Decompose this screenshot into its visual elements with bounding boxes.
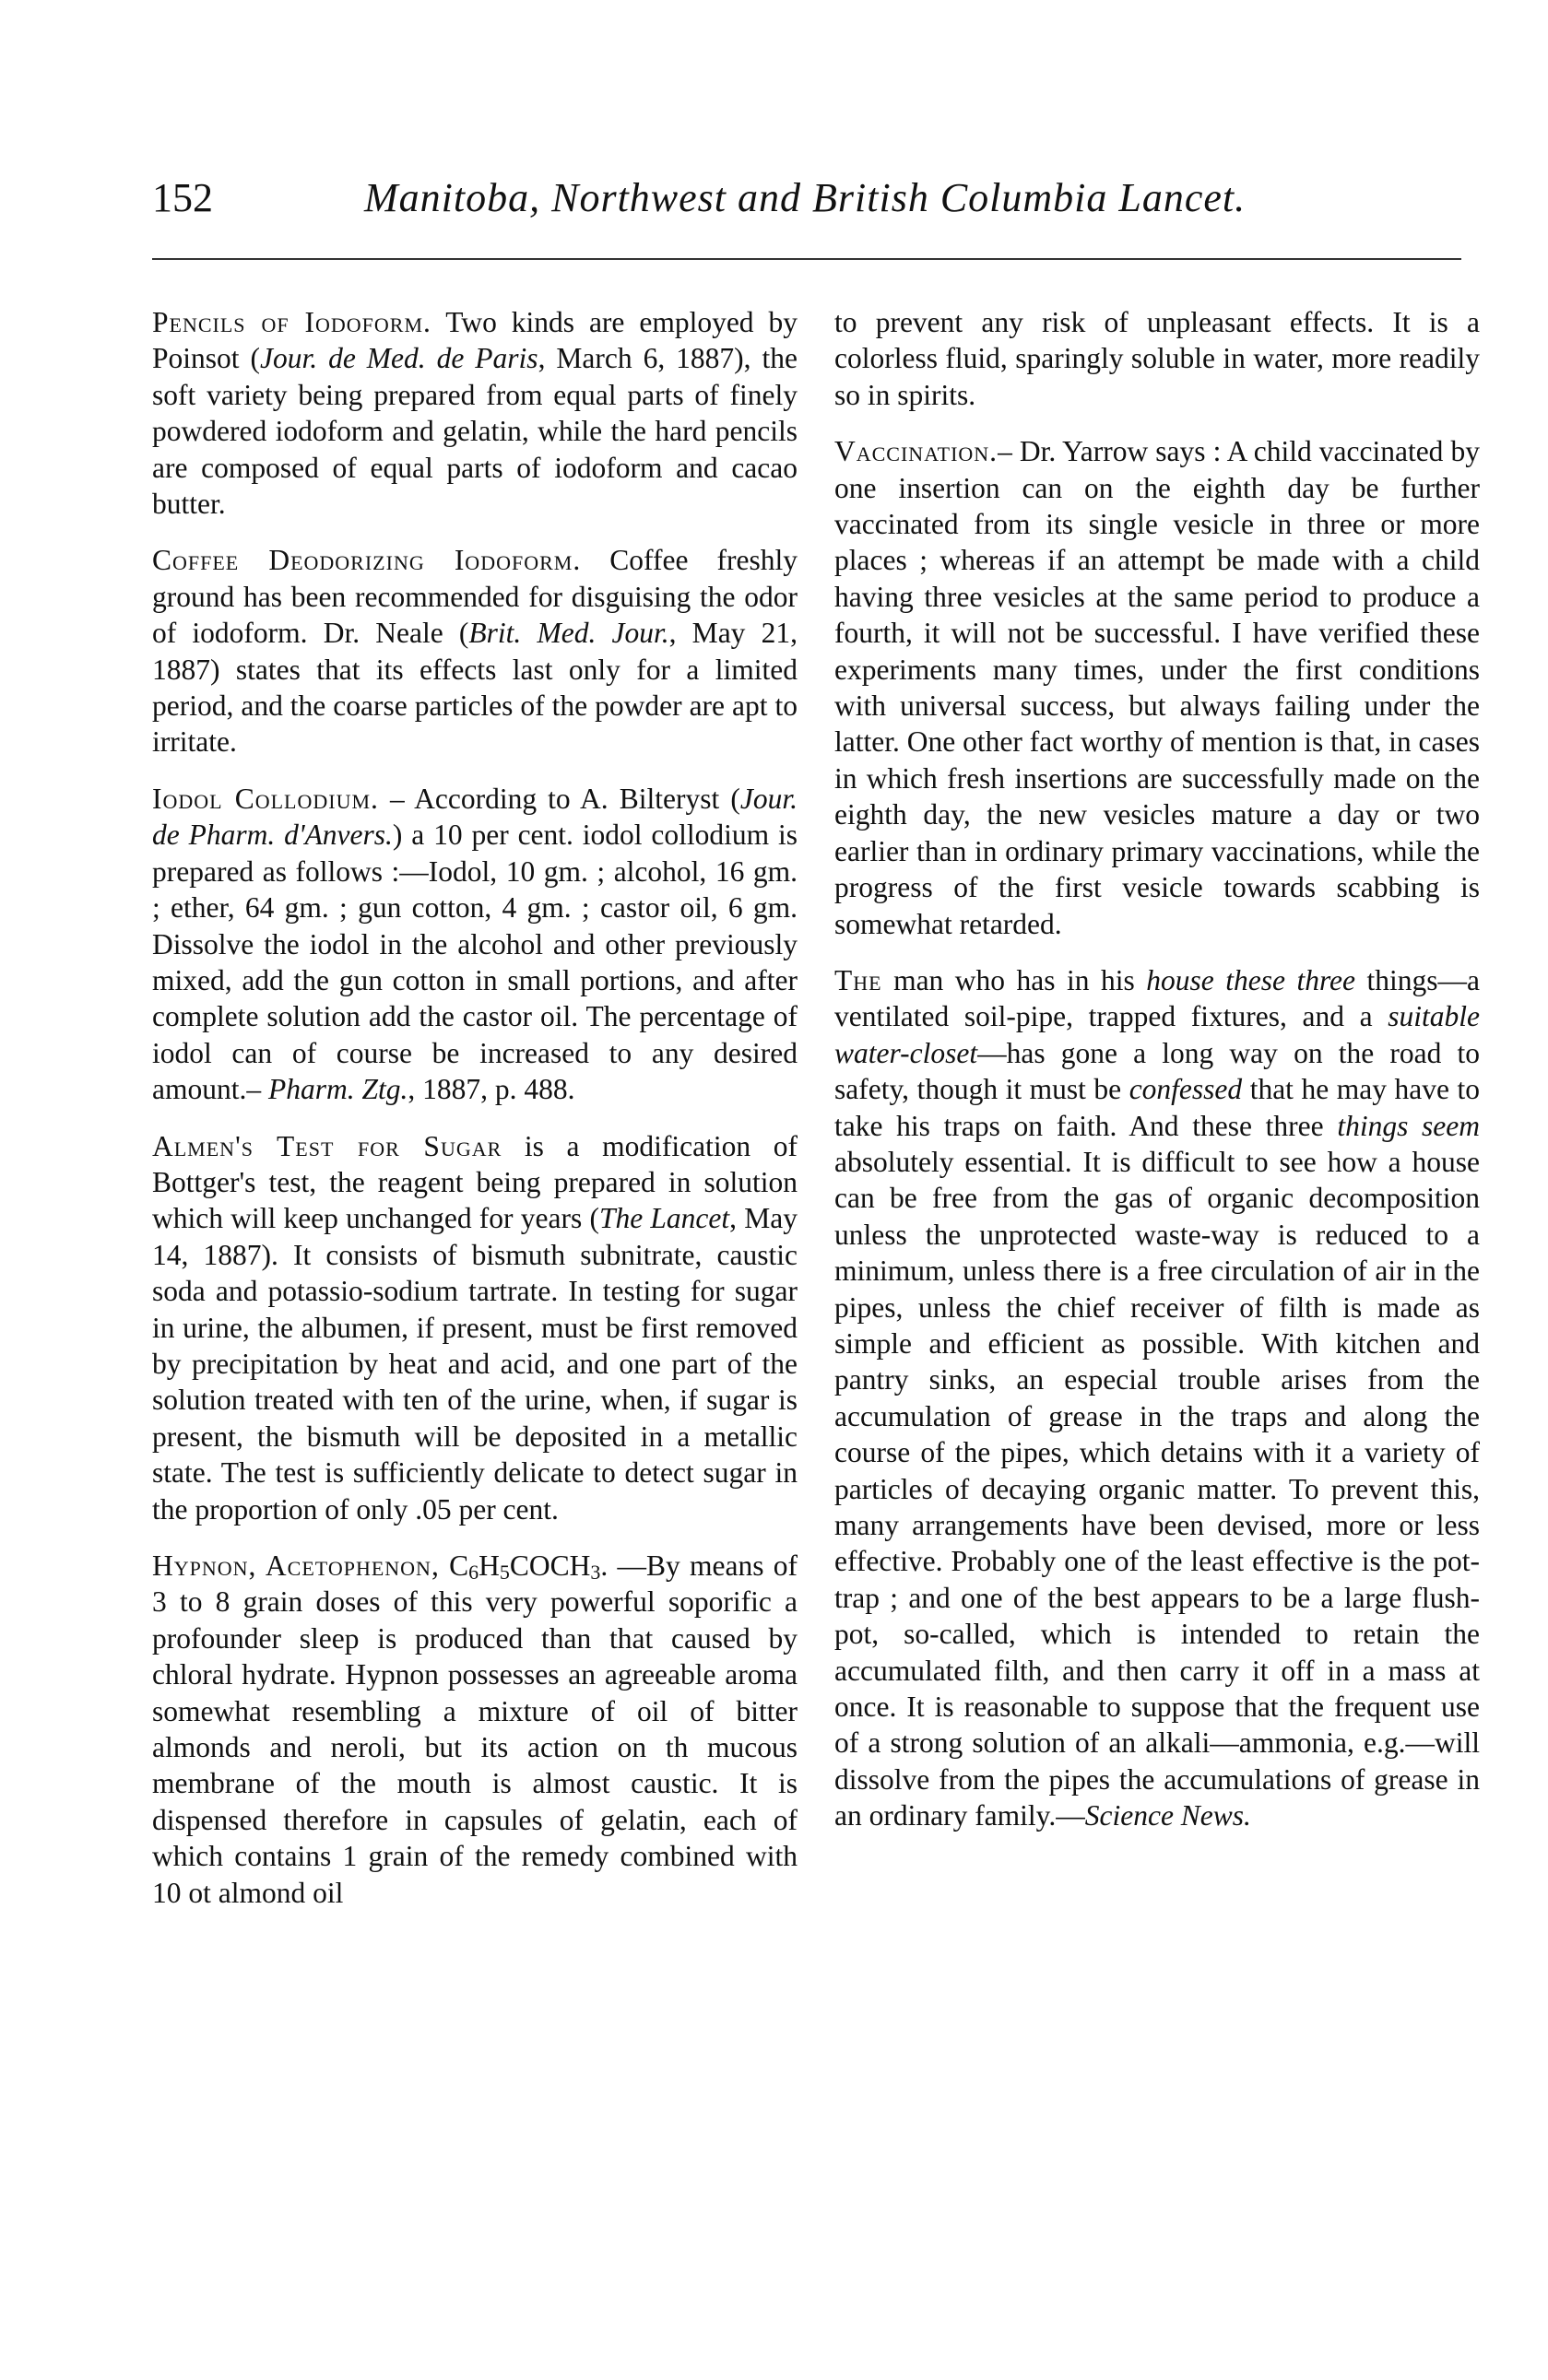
article-heading: Hypnon, Acetophenon, bbox=[152, 1549, 440, 1582]
running-title: Manitoba, Northwest and British Columbia Lancet. bbox=[364, 175, 1247, 220]
article-heading: Almen's Test for Sugar bbox=[152, 1129, 502, 1162]
page-header bbox=[152, 166, 1461, 230]
article-heading: Pencils of Iodoform. bbox=[152, 306, 431, 338]
page-number: 152 bbox=[152, 175, 213, 220]
article-text: – According to A. Bilteryst ( bbox=[378, 782, 740, 815]
article-continuation bbox=[834, 304, 1480, 413]
article-text: ) a 10 per cent. iodol collodium is prepared as follows :—Iodol, 10 gm. ; alcohol, 16 gm. ; ether, 64 gm. ; gun cotton, 4 gm. ; castor oil, 6 gm. Dissolve the iodol in the alcohol and other previously mixed, add the gun cotton in small portions, and after complete solution add the castor oil. The percentage of iodol can of course be increased to any desired amount.– bbox=[152, 819, 798, 1106]
article-text: , May 21, 1887) states that its effects last only for a limited period, and the coarse particles of the powder are apt to irritate. bbox=[152, 617, 798, 759]
article-text: Coffee freshly ground has been recommended for disguising the odor of iodoform. Dr. Neale ( bbox=[152, 544, 798, 650]
header-rule bbox=[152, 258, 1461, 260]
right-column bbox=[834, 304, 1480, 1855]
article-coffee-deodorizing bbox=[152, 542, 798, 760]
source-credit: Science News. bbox=[1084, 1799, 1251, 1832]
citation: Jour. de Pharm. d'Anvers. bbox=[152, 782, 798, 852]
article-text: , May 14, 1887). It consists of bismuth subnitrate, caustic soda and potassio-sodium tartrate. In testing for sugar in urine, the albumen, if present, must be first removed by precipitation by heat and acid, and one part of the solution treated with ten of the urine, when, if sugar is present, the bismuth will be deposited in a metallic state. The test is sufficiently delicate to detect sugar in the proportion of only .05 per cent. bbox=[152, 1202, 798, 1526]
article-heading: Iodol Collodium. bbox=[152, 782, 379, 815]
citation: Pharm. Ztg. bbox=[268, 1073, 408, 1106]
article-vaccination bbox=[834, 433, 1480, 942]
article-text: Two kinds are employed by Poinsot ( bbox=[152, 306, 798, 375]
citation: Jour. de Med. de Paris bbox=[260, 342, 538, 375]
formula-part: H bbox=[479, 1549, 500, 1582]
article-text: . —By means of 3 to 8 grain doses of this very powerful soporific a profounder sleep is produced than that caused by chloral hydrate. Hypnon possesses an agreeable aroma somewhat resembling a mixture of oil of bitter almonds and neroli, but its action on th mucous membrane of the mouth is almost caustic. It is dispensed therefore in capsules of gelatin, each of which contains 1 grain of the remedy combined with 10 ot almond oil bbox=[152, 1549, 798, 1909]
emphasis: things seem bbox=[1337, 1109, 1480, 1142]
article-heading: Coffee Deodorizing Iodoform. bbox=[152, 544, 582, 577]
article-almens-test bbox=[152, 1128, 798, 1527]
formula-subscript: 5 bbox=[499, 1561, 510, 1584]
article-heading: Vaccination. bbox=[834, 435, 999, 468]
article-text: man who has in his bbox=[881, 963, 1147, 996]
citation: The Lancet bbox=[598, 1202, 730, 1235]
article-text: that he may have to take his traps on faith. And these three bbox=[834, 1073, 1480, 1142]
emphasis: confessed bbox=[1129, 1073, 1243, 1106]
formula-subscript: 3 bbox=[590, 1561, 601, 1584]
formula bbox=[440, 1549, 601, 1582]
emphasis: house these three bbox=[1146, 963, 1355, 996]
article-text: things—a ventilated soil-pipe, trapped fixtures, and a bbox=[834, 963, 1480, 1033]
article-heading: The bbox=[834, 963, 882, 996]
left-column bbox=[152, 304, 798, 1931]
article-pencils-of-iodoform bbox=[152, 304, 798, 522]
article-text: —has gone a long way on the road to safety, though it must be bbox=[834, 1036, 1480, 1106]
emphasis: suitable water-closet bbox=[834, 1000, 1480, 1069]
article-text: – Dr. Yarrow says : A child vaccinated by one insertion can on the eighth day be further vaccinated from its single vesicle in three or more places ; whereas if an attempt be made with a child having three vesicles at the same period to produce a fourth, it will not be successful. I have verified these experiments many times, under the first conditions with universal success, but always failing under the latter. One other fact worthy of mention is that, in cases in which fresh insertions are successfully made on the eighth day, the new vesicles mature a day or two earlier than in ordinary primary vaccinations, while the progress of the first vesicle towards scabbing is somewhat retarded. bbox=[834, 435, 1480, 940]
article-hypnon bbox=[152, 1548, 798, 1911]
formula-part: C bbox=[439, 1549, 469, 1582]
article-text: absolutely essential. It is difficult to see how a house can be free from the gas of organic decomposition unless the unprotected waste-way is reduced to a minimum, unless there is a free circulation of air in the pipes, unless the chief receiver of filth is made as simple and efficient as possible. With kitchen and pantry sinks, an especial trouble arises from the accumulation of grease in the traps and along the course of the pipes, which detains with it a variety of particles of decaying organic matter. To prevent this, many arrangements have been devised, more or less effective. Probably one of the least effective is the pot-trap ; and one of the best appears to be a large flush-pot, so-called, which is intended to retain the accumulated filth, and then carry it off in a mass at once. It is reasonable to suppose that the frequent use of a strong solution of an alkali—ammonia, e.g.—will dissolve from the pipes the accumulations of grease in an ordinary family.— bbox=[834, 1145, 1480, 1832]
article-house-drainage bbox=[834, 962, 1480, 1834]
article-text: to prevent any risk of unpleasant effects. It is a colorless fluid, sparingly soluble in water, more readily so in spirits. bbox=[834, 306, 1480, 411]
article-iodol-collodium bbox=[152, 781, 798, 1108]
article-text: is a modification of Bottger's test, the reagent being prepared in solution which will keep unchanged for years ( bbox=[152, 1129, 798, 1235]
formula-part: COCH bbox=[509, 1549, 591, 1582]
formula-subscript: 6 bbox=[468, 1561, 479, 1584]
citation: Brit. Med. Jour. bbox=[468, 617, 669, 650]
article-text: , 1887, p. 488. bbox=[408, 1073, 575, 1106]
article-text: , March 6, 1887), the soft variety being prepared from equal parts of finely powdered iodoform and gelatin, while the hard pencils are composed of equal parts of iodoform and cacao butter. bbox=[152, 342, 798, 521]
